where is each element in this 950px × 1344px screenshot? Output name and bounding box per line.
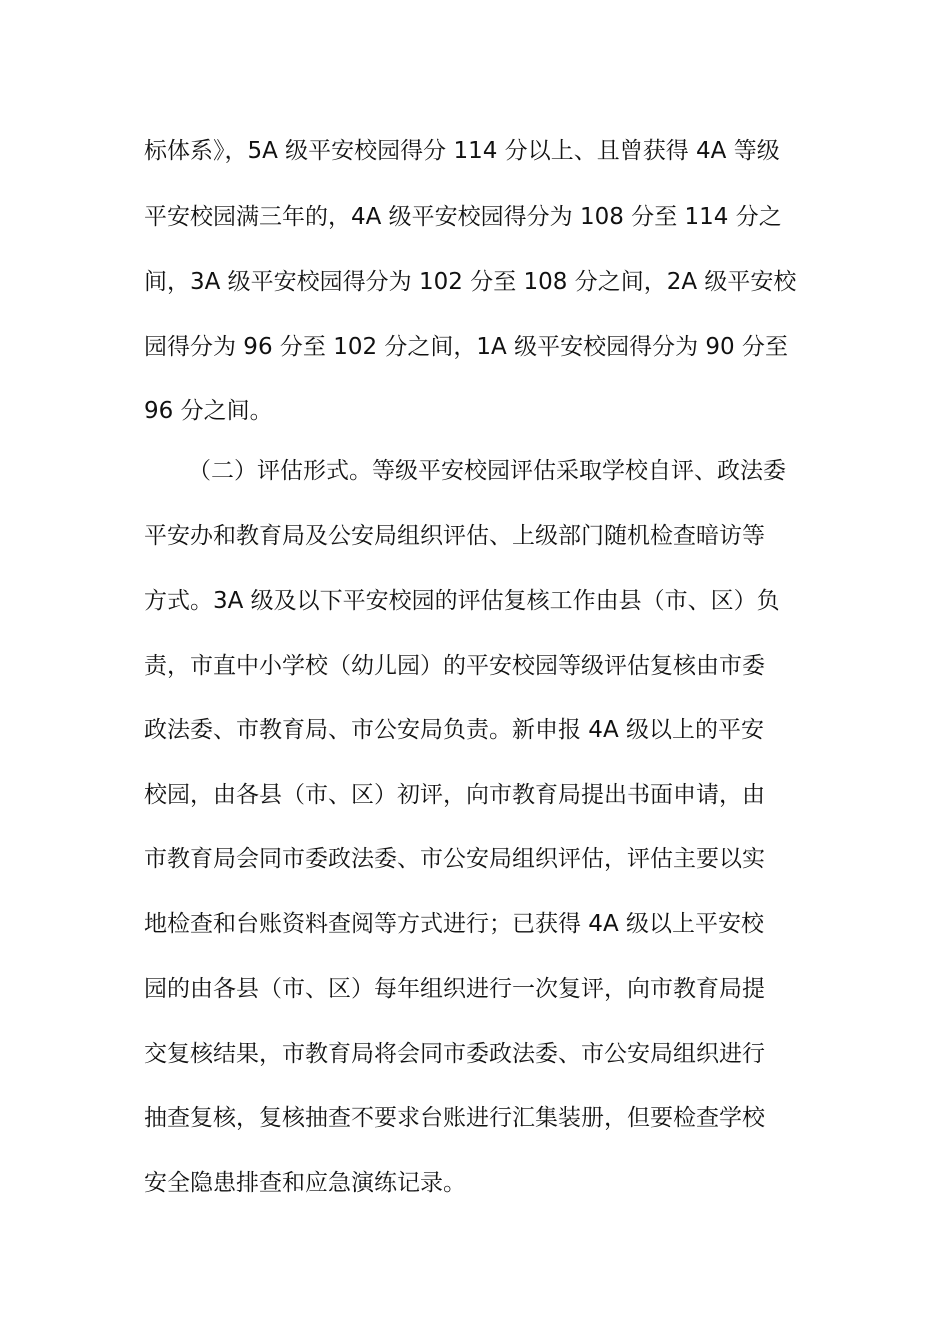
- text-line: 责，市直中小学校（幼儿园）的平安校园等级评估复核由市委: [144, 653, 765, 679]
- text-line: 抽查复核，复核抽查不要求台账进行汇集装册，但要检查学校: [144, 1105, 765, 1131]
- text-line: 政法委、市教育局、市公安局负责。新申报 4A 级以上的平安: [144, 717, 764, 743]
- text-line: 平安办和教育局及公安局组织评估、上级部门随机检查暗访等: [144, 523, 765, 549]
- section-heading-line: （二）评估形式。等级平安校园评估采取学校自评、政法委: [188, 458, 786, 484]
- text-line: 交复核结果，市教育局将会同市委政法委、市公安局组织进行: [144, 1041, 765, 1067]
- text-line: 园得分为 96 分至 102 分之间，1A 级平安校园得分为 90 分至: [144, 334, 788, 360]
- text-line: 校园，由各县（市、区）初评，向市教育局提出书面申请，由: [144, 782, 765, 808]
- text-line: 市教育局会同市委政法委、市公安局组织评估，评估主要以实: [144, 846, 765, 872]
- text-line: 标体系》，5A 级平安校园得分 114 分以上、且曾获得 4A 等级: [144, 138, 780, 164]
- text-line: 96 分之间。: [144, 398, 273, 424]
- text-line: 园的由各县（市、区）每年组织进行一次复评，向市教育局提: [144, 976, 765, 1002]
- text-line: 方式。3A 级及以下平安校园的评估复核工作由县（市、区）负: [144, 588, 780, 614]
- text-line: 间，3A 级平安校园得分为 102 分至 108 分之间，2A 级平安校: [144, 269, 797, 295]
- text-line: 安全隐患排查和应急演练记录。: [144, 1170, 466, 1196]
- text-line: 地检查和台账资料查阅等方式进行；已获得 4A 级以上平安校: [144, 911, 764, 937]
- text-line: 平安校园满三年的，4A 级平安校园得分为 108 分至 114 分之: [144, 204, 782, 230]
